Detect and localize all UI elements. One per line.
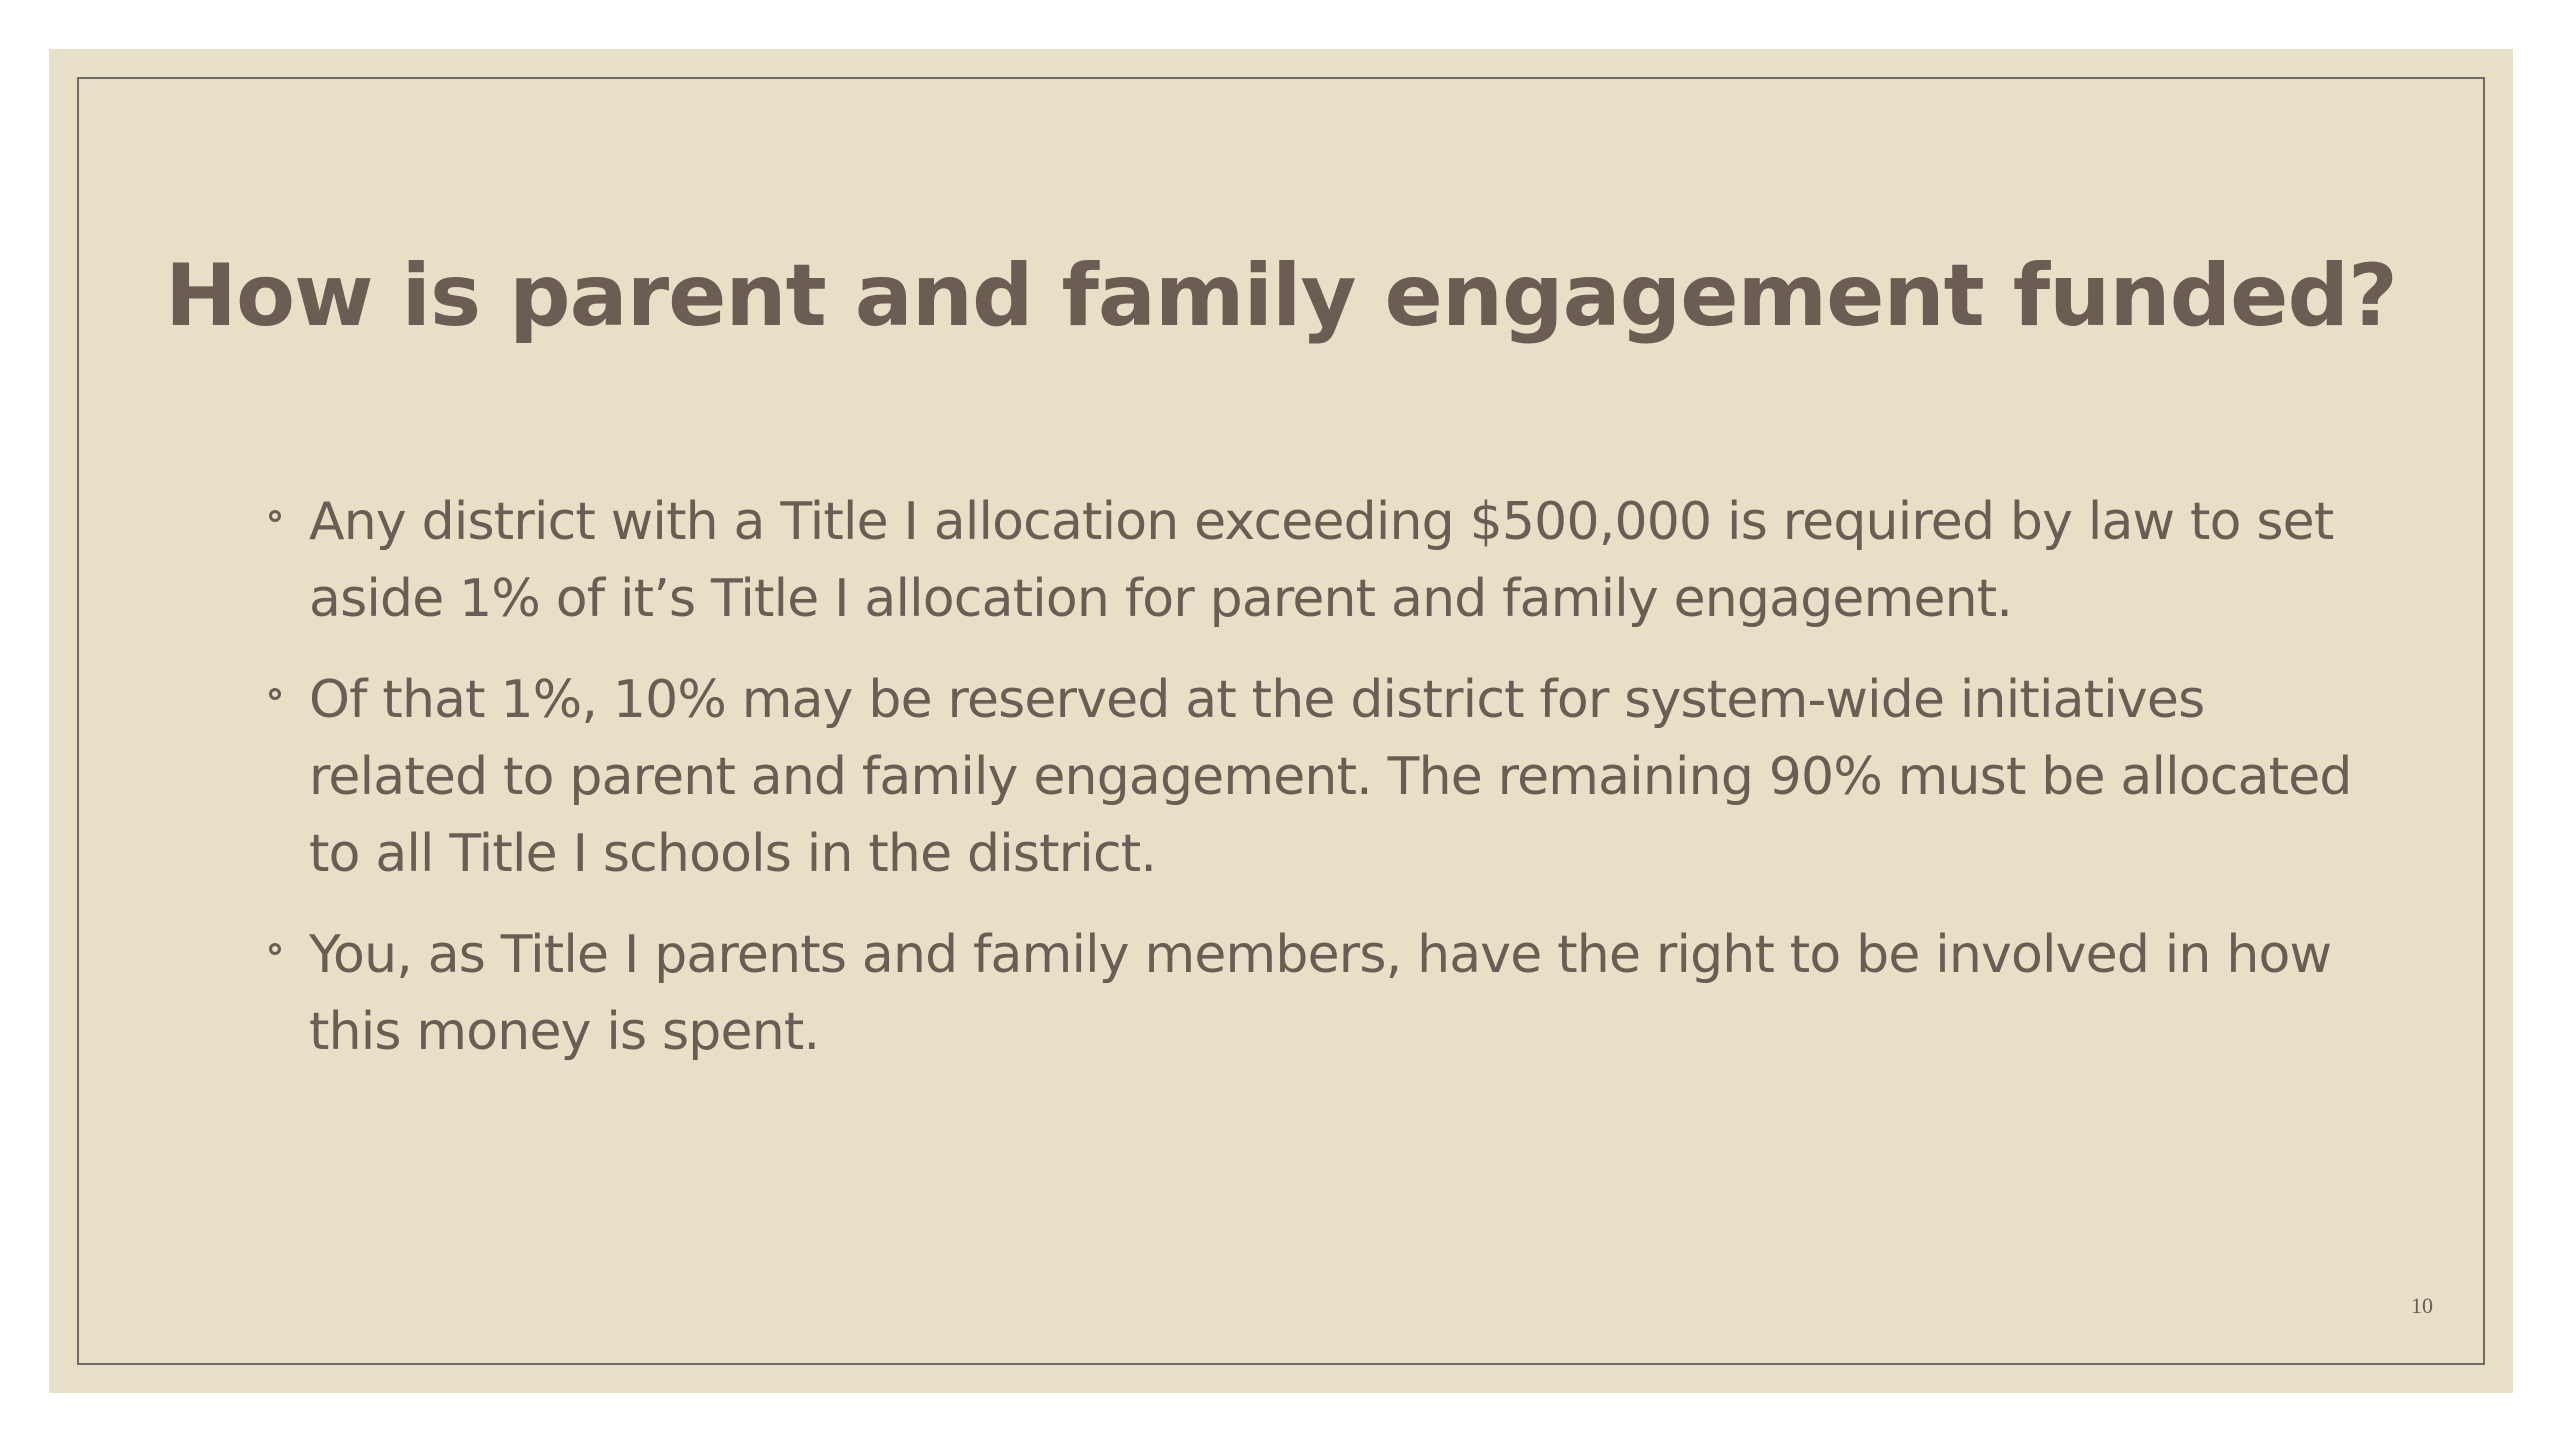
bullet-item bbox=[269, 917, 2389, 1071]
bullet-list bbox=[269, 484, 2389, 1095]
presentation-slide bbox=[49, 49, 2513, 1393]
slide-title: How is parent and family engagement funded? bbox=[165, 246, 2397, 346]
hollow-circle-bullet-icon bbox=[269, 510, 281, 522]
bullet-item bbox=[269, 484, 2389, 638]
bullet-text: Of that 1%, 10% may be reserved at the district for system-wide initiatives related to parent and family engagement. The remaining 90% must be allocated to all Title I schools in the district. bbox=[309, 670, 2352, 884]
hollow-circle-bullet-icon bbox=[269, 688, 281, 700]
slide-page-number: 10 bbox=[2411, 1293, 2433, 1318]
bullet-text: Any district with a Title I allocation exceeding $500,000 is required by law to set aside 1% of it’s Title I allocation for parent and family engagement. bbox=[309, 492, 2334, 629]
bullet-text: You, as Title I parents and family members, have the right to be involved in how this money is spent. bbox=[309, 925, 2332, 1062]
bullet-item bbox=[269, 662, 2389, 893]
slide-inner-frame bbox=[77, 77, 2485, 1365]
hollow-circle-bullet-icon bbox=[269, 943, 281, 955]
